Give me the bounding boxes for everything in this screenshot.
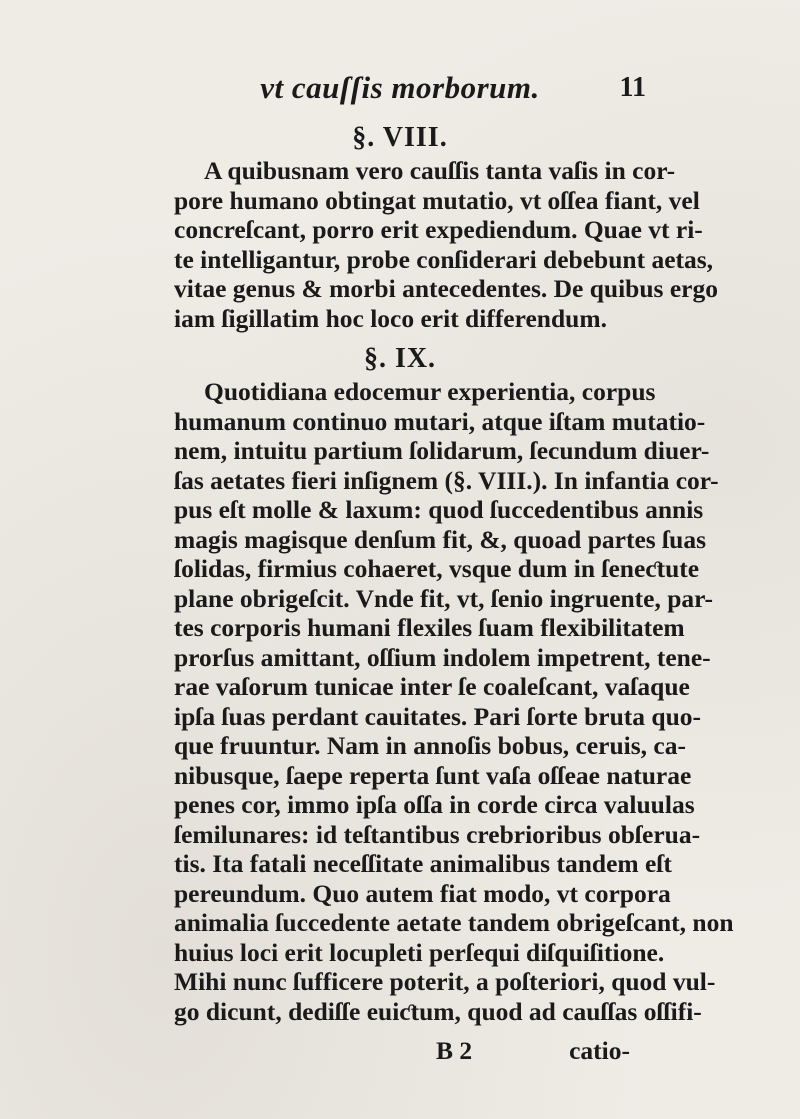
- text-line: humanum continuo mutari, atque iſtam mutatio-: [174, 406, 706, 436]
- section-ix-text: [174, 377, 734, 1026]
- text-line: que fruuntur. Nam in annoſis bobus, ceruis, ca-: [174, 731, 686, 760]
- text-line: tis. Ita fatali neceſſitate animalibus tandem eſt: [174, 849, 672, 878]
- text-line: animalia ſuccedente aetate tandem obrigeſcant, non: [174, 908, 734, 937]
- text-line: tes corporis humani flexiles ſuam flexibilitatem: [174, 613, 685, 642]
- section-heading-ix: §. IX.: [363, 343, 437, 374]
- text-line: penes cor, immo ipſa oſſa in corde circa valuulas: [174, 790, 695, 819]
- section-heading-viii: §. VIII.: [352, 122, 448, 153]
- text-line: prorſus amittant, oſſium indolem impetrent, tene-: [174, 642, 711, 672]
- page-footer: [174, 1036, 630, 1068]
- text-line: go dicunt, dediſſe euiƈtum, quod ad cauſſas oſſifi-: [174, 996, 702, 1026]
- page-number: 11: [619, 72, 646, 103]
- text-line: vitae genus & morbi antecedentes. De quibus ergo: [174, 274, 718, 303]
- text-line: ſolidas, firmius cohaeret, vsque dum in ſeneƈtute: [174, 554, 700, 583]
- text-line: plane obrigeſcit. Vnde fit, vt, ſenio ingruente, par-: [174, 583, 714, 613]
- text-line: rae vaſorum tunicae inter ſe coaleſcant, vaſaque: [174, 672, 690, 701]
- text-line: pus eſt molle & laxum: quod ſuccedentibus annis: [174, 495, 704, 524]
- running-title: vt cauſſis morborum.: [260, 70, 540, 105]
- text-line: ſas aetates fieri inſignem (§. VIII.). In infantia cor-: [174, 465, 719, 495]
- text-line: nibusque, ſaepe reperta ſunt vaſa oſſeae naturae: [174, 760, 692, 790]
- catchword: catio-: [569, 1036, 630, 1065]
- section-viii-text: [174, 156, 718, 333]
- text-line: pore humano obtingat mutatio, vt oſſea fiant, vel: [174, 185, 700, 215]
- text-line: te intelligantur, probe conſiderari debebunt aetas,: [174, 244, 714, 274]
- text-line: ſemilunares: id teſtantibus crebrioribus obſerua-: [174, 819, 701, 849]
- text-line: Quotidiana edocemur experientia, corpus: [204, 377, 656, 406]
- text-line: Mihi nunc ſufficere poterit, a poſteriori, quod vul-: [174, 967, 716, 996]
- signature-mark: B 2: [436, 1036, 473, 1065]
- text-line: huius loci erit locupleti perſequi diſquiſitione.: [174, 937, 665, 967]
- text-line: magis magisque denſum fit, &, quoad partes ſuas: [174, 524, 707, 554]
- text-line: A quibusnam vero cauſſis tanta vaſis in cor-: [204, 156, 676, 185]
- page-header: [0, 70, 800, 104]
- text-line: concreſcant, porro erit expediendum. Quae vt ri-: [174, 215, 703, 244]
- text-line: nem, intuitu partium ſolidarum, ſecundum diuer-: [174, 436, 710, 465]
- text-line: pereundum. Quo autem fiat modo, vt corpora: [174, 878, 671, 908]
- text-line: ipſa ſuas perdant cauitates. Pari ſorte bruta quo-: [174, 701, 701, 731]
- text-line: iam ſigillatim hoc loco erit differendum.: [174, 303, 607, 333]
